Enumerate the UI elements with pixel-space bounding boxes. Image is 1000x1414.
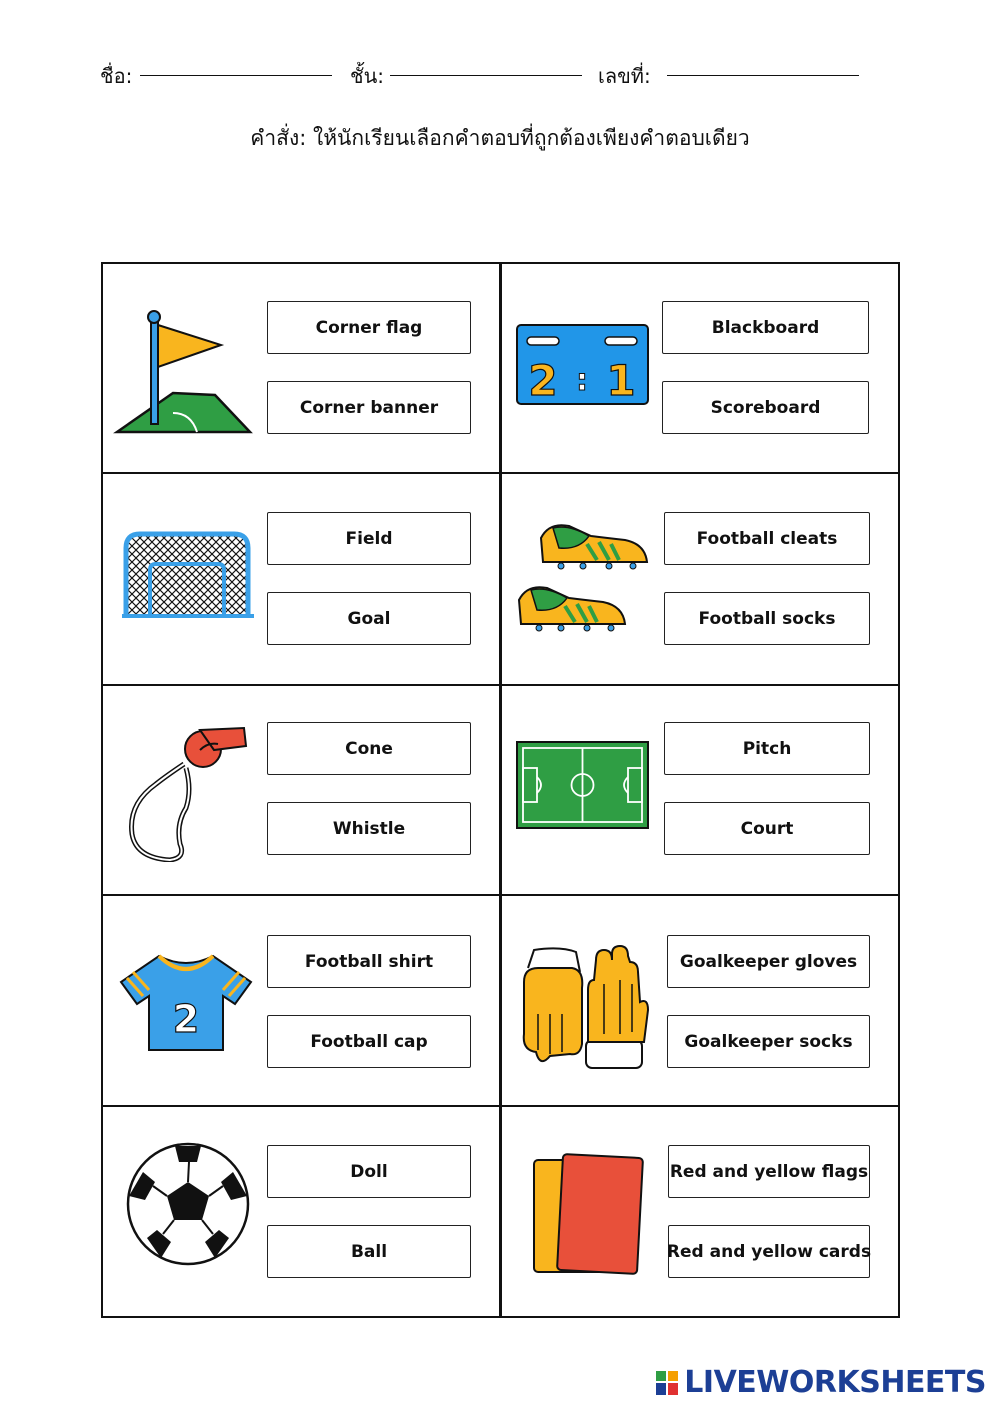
option-goalkeeper-socks[interactable]: Goalkeeper socks: [667, 1015, 870, 1068]
class-field[interactable]: [390, 75, 582, 76]
option-football-cap[interactable]: Football cap: [267, 1015, 471, 1068]
option-football-socks[interactable]: Football socks: [664, 592, 870, 645]
option-pitch[interactable]: Pitch: [664, 722, 870, 775]
class-label: ชั้น:: [350, 64, 384, 88]
grid-divider: [101, 684, 900, 686]
option-corner-banner[interactable]: Corner banner: [267, 381, 471, 434]
goalkeeper-gloves-icon: [520, 944, 650, 1070]
option-goal[interactable]: Goal: [267, 592, 471, 645]
number-label: เลขที่:: [598, 64, 651, 88]
liveworksheets-logo: [656, 1365, 986, 1400]
grid-divider: [101, 894, 900, 896]
name-label: ชื่อ:: [100, 64, 133, 88]
score-home: 2: [528, 356, 558, 405]
option-field[interactable]: Field: [267, 512, 471, 565]
option-doll[interactable]: Doll: [267, 1145, 471, 1198]
football-cleats-icon: [515, 512, 651, 637]
option-red-and-yellow-cards[interactable]: Red and yellow cards: [668, 1225, 870, 1278]
grid-divider: [101, 472, 900, 474]
option-blackboard[interactable]: Blackboard: [662, 301, 869, 354]
score-separator: :: [576, 363, 588, 398]
football-shirt-icon: [119, 952, 254, 1054]
pitch-icon: [515, 740, 650, 830]
football-icon: [125, 1142, 251, 1266]
instruction-text: คำสั่ง: ให้นักเรียนเลือกคำตอบที่ถูกต้องเพียงคำตอบเดียว: [250, 126, 750, 150]
grid-divider: [499, 262, 502, 1318]
brand-name: LIVEWORKSHEETS: [684, 1365, 986, 1400]
option-red-and-yellow-flags[interactable]: Red and yellow flags: [668, 1145, 870, 1198]
number-field[interactable]: [667, 75, 859, 76]
scoreboard-icon: [515, 323, 650, 406]
option-football-cleats[interactable]: Football cleats: [664, 512, 870, 565]
score-away: 1: [606, 356, 636, 405]
name-field[interactable]: [140, 75, 332, 76]
cards-icon: [530, 1152, 645, 1280]
option-football-shirt[interactable]: Football shirt: [267, 935, 471, 988]
goal-net-icon: [120, 530, 256, 620]
option-whistle[interactable]: Whistle: [267, 802, 471, 855]
shirt-number: 2: [172, 997, 200, 1041]
option-scoreboard[interactable]: Scoreboard: [662, 381, 869, 434]
option-corner-flag[interactable]: Corner flag: [267, 301, 471, 354]
whistle-icon: [126, 724, 251, 862]
corner-flag-icon: [113, 305, 255, 440]
grid-divider: [101, 1105, 900, 1107]
option-goalkeeper-gloves[interactable]: Goalkeeper gloves: [667, 935, 870, 988]
option-court[interactable]: Court: [664, 802, 870, 855]
option-cone[interactable]: Cone: [267, 722, 471, 775]
logo-mark-icon: [656, 1371, 678, 1395]
option-ball[interactable]: Ball: [267, 1225, 471, 1278]
